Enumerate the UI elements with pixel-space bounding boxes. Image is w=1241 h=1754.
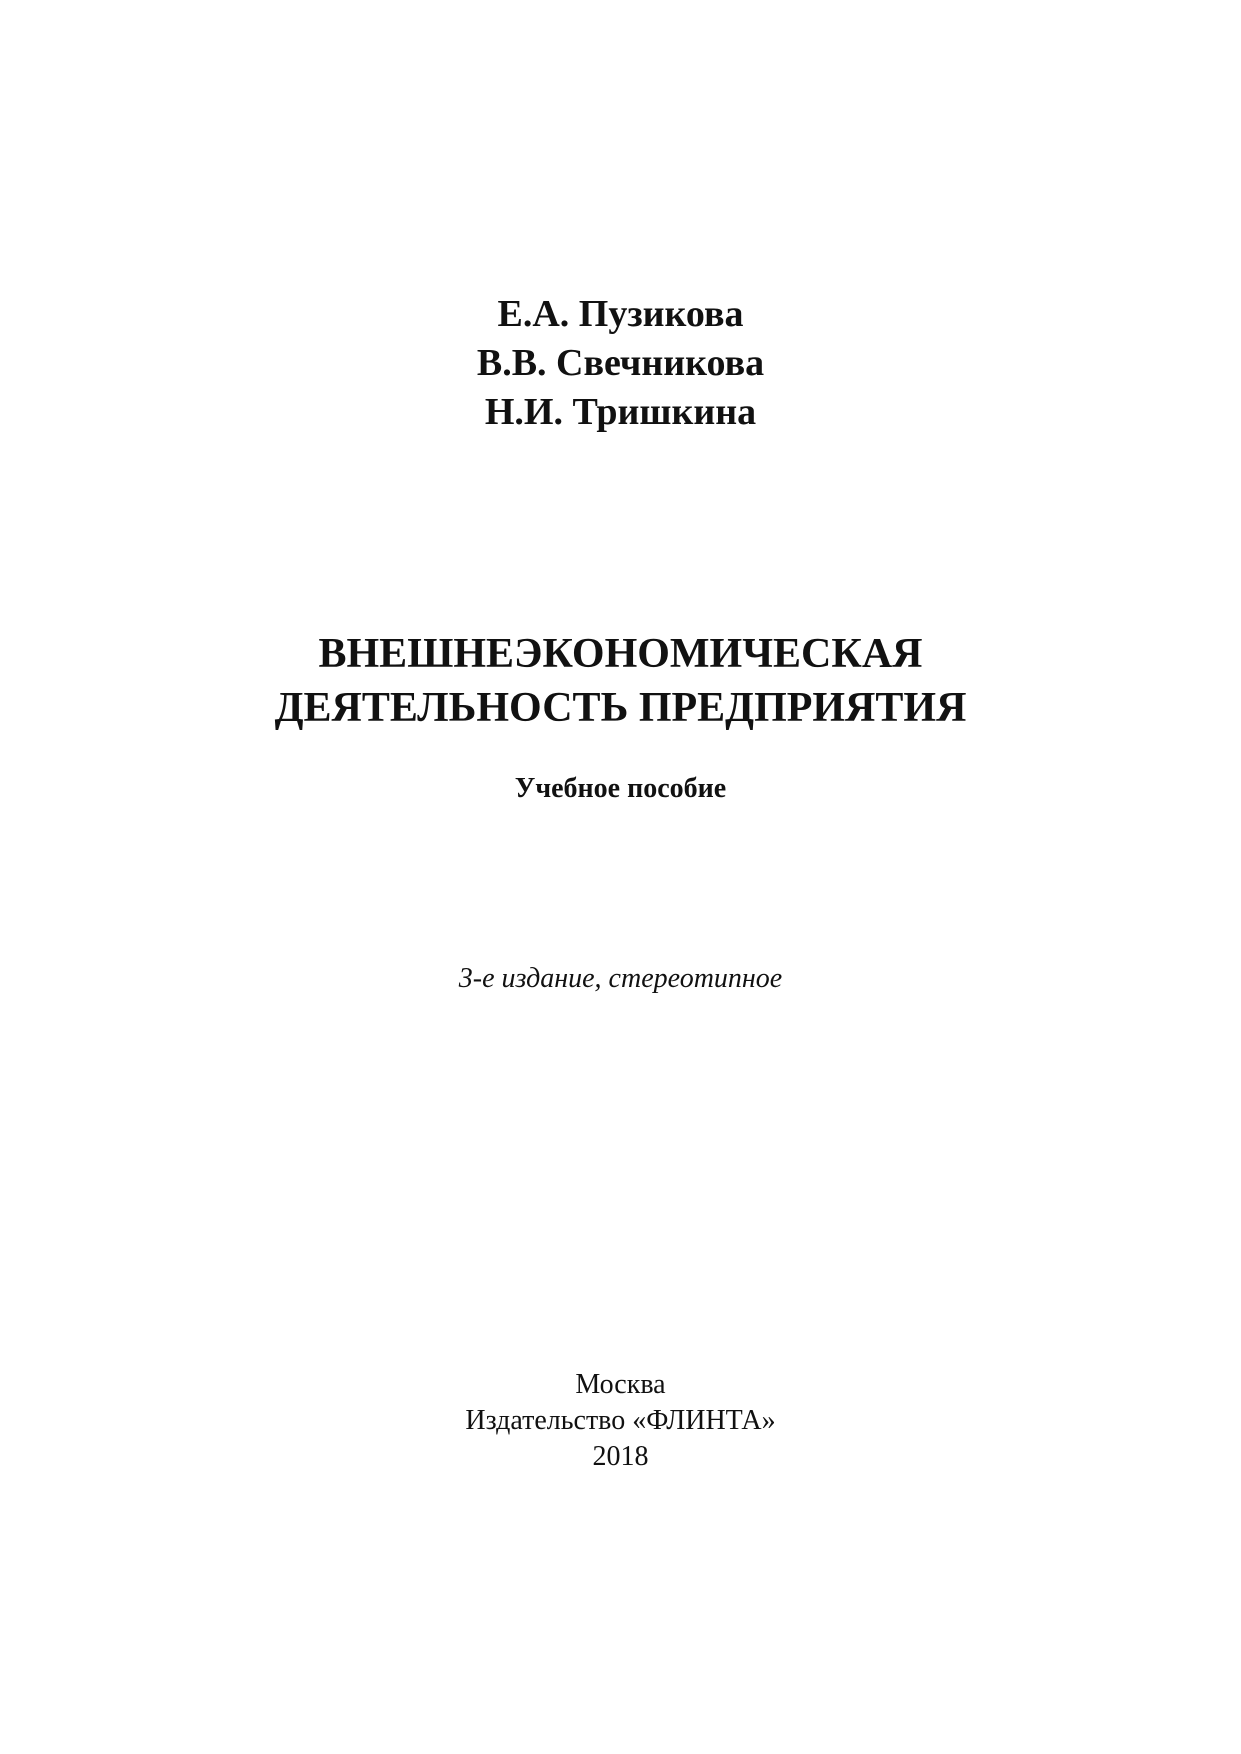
author-name: Н.И. Тришкина	[484, 391, 757, 433]
imprint-city: Москва	[575, 1369, 666, 1400]
title-line: ДЕЯТЕЛЬНОСТЬ ПРЕДПРИЯТИЯ	[274, 685, 967, 731]
imprint-year: 2018	[592, 1441, 649, 1472]
author-name: В.В. Свечникова	[476, 342, 765, 384]
imprint-publisher: Издательство «ФЛИНТА»	[465, 1405, 776, 1436]
title-line: ВНЕШНЕЭКОНОМИЧЕСКАЯ	[318, 631, 923, 677]
imprint-block	[0, 1367, 1241, 1475]
author-name: Е.А. Пузикова	[497, 293, 744, 335]
edition-note: 3-е издание, стереотипное	[458, 963, 783, 994]
book-title	[0, 627, 1241, 735]
book-subtitle: Учебное пособие	[514, 773, 727, 804]
authors-block	[0, 290, 1241, 437]
